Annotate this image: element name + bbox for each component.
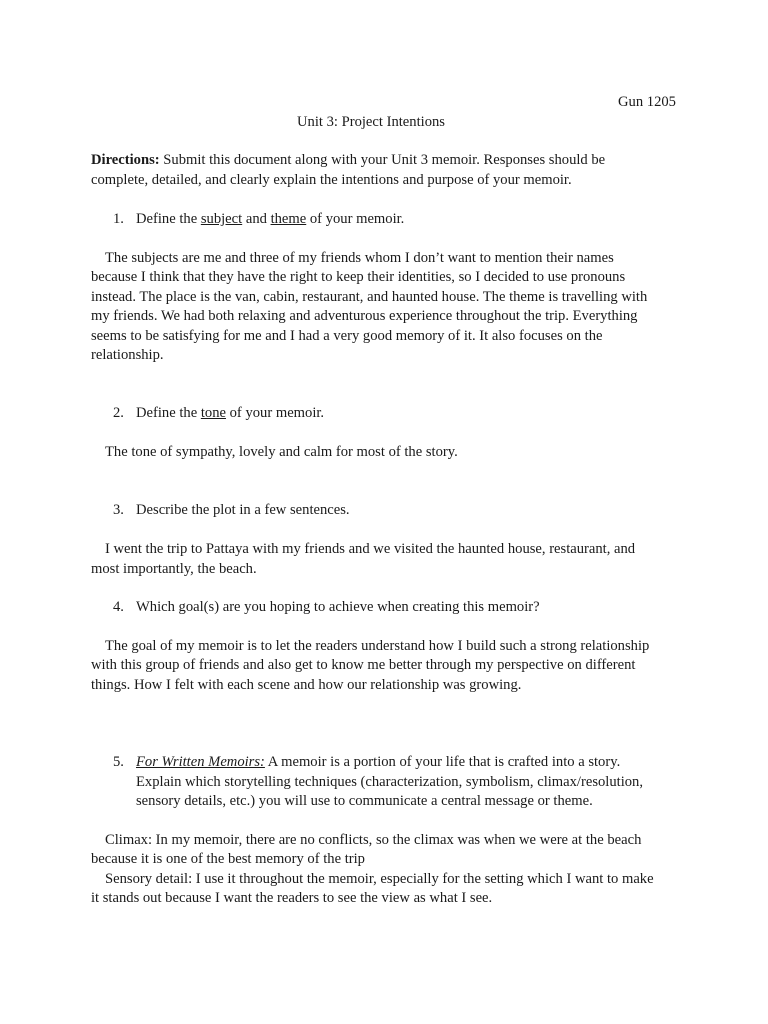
course-code: Gun 1205 (618, 94, 676, 110)
question-2-prefix: Define the (136, 405, 201, 421)
question-3-prompt: Describe the plot in a few sentences. (136, 502, 350, 518)
question-2-prompt (136, 404, 324, 423)
question-1-number: 1. (113, 211, 124, 227)
answer-4-line-2: with this group of friends and also get to know me better through my perspective on different (91, 657, 636, 673)
answer-1-line-4: my friends. We had both relaxing and adventurous experience throughout the trip. Everything (91, 308, 638, 324)
directions-line-2: complete, detailed, and clearly explain the intentions and purpose of your memoir. (91, 172, 572, 188)
answer-5-line-3: Sensory detail: I use it throughout the memoir, especially for the setting which I want to make (105, 871, 654, 887)
answer-2-line-1: The tone of sympathy, lovely and calm for most of the story. (105, 444, 458, 460)
answer-1-line-2: because I think that they have the right to keep their identities, so I decided to use pronouns (91, 269, 626, 285)
question-3-number: 3. (113, 502, 124, 518)
answer-1-line-1: The subjects are me and three of my friends whom I don’t want to mention their names (105, 250, 614, 266)
question-4-number: 4. (113, 599, 124, 615)
question-5-prompt-line-2: Explain which storytelling techniques (characterization, symbolism, climax/resolution, (136, 774, 644, 790)
question-1-term-subject: subject (200, 211, 243, 227)
question-1-prefix: Define the (136, 211, 201, 227)
question-1-suffix: of your memoir. (306, 211, 405, 227)
question-5-number: 5. (113, 754, 124, 770)
answer-3-line-1: I went the trip to Pattaya with my friends and we visited the haunted house, restaurant, and (105, 541, 636, 557)
document-title: Unit 3: Project Intentions (297, 114, 445, 130)
question-4-prompt: Which goal(s) are you hoping to achieve when creating this memoir? (136, 599, 540, 615)
answer-1-line-6: relationship. (91, 347, 164, 363)
answer-1-line-3: instead. The place is the van, cabin, restaurant, and haunted house. The theme is travelling with (91, 289, 648, 305)
answer-5-line-2: because it is one of the best memory of the trip (91, 851, 365, 867)
answer-3-line-2: most importantly, the beach. (91, 561, 257, 577)
question-2-number: 2. (113, 405, 124, 421)
question-1-prompt (136, 210, 404, 229)
answer-1-line-5: seems to be satisfying for me and I had a very good memory of it. It also focuses on the (91, 328, 603, 344)
question-1-term-theme: theme (270, 211, 307, 227)
question-2-term-tone: tone (200, 405, 226, 421)
answer-4-line-1: The goal of my memoir is to let the readers understand how I build such a strong relationship (105, 638, 650, 654)
directions-label: Directions: (91, 152, 160, 168)
question-5-label: For Written Memoirs: (136, 754, 265, 770)
question-5-text-1: A memoir is a portion of your life that is crafted into a story. (264, 754, 621, 770)
question-5-prompt-line-1 (136, 753, 620, 772)
directions-text-1: Submit this document along with your Unit 3 memoir. Responses should be (159, 152, 606, 168)
question-5-prompt-line-3: sensory details, etc.) you will use to communicate a central message or theme. (136, 793, 593, 809)
answer-5-line-4: it stands out because I want the readers to see the view as what I see. (91, 890, 493, 906)
question-1-middle: and (242, 211, 271, 227)
directions-line-1 (91, 151, 605, 170)
question-2-suffix: of your memoir. (225, 405, 325, 421)
answer-5-line-1: Climax: In my memoir, there are no conflicts, so the climax was when we were at the beach (105, 832, 642, 848)
answer-4-line-3: things. How I felt with each scene and how our relationship was growing. (91, 677, 522, 693)
